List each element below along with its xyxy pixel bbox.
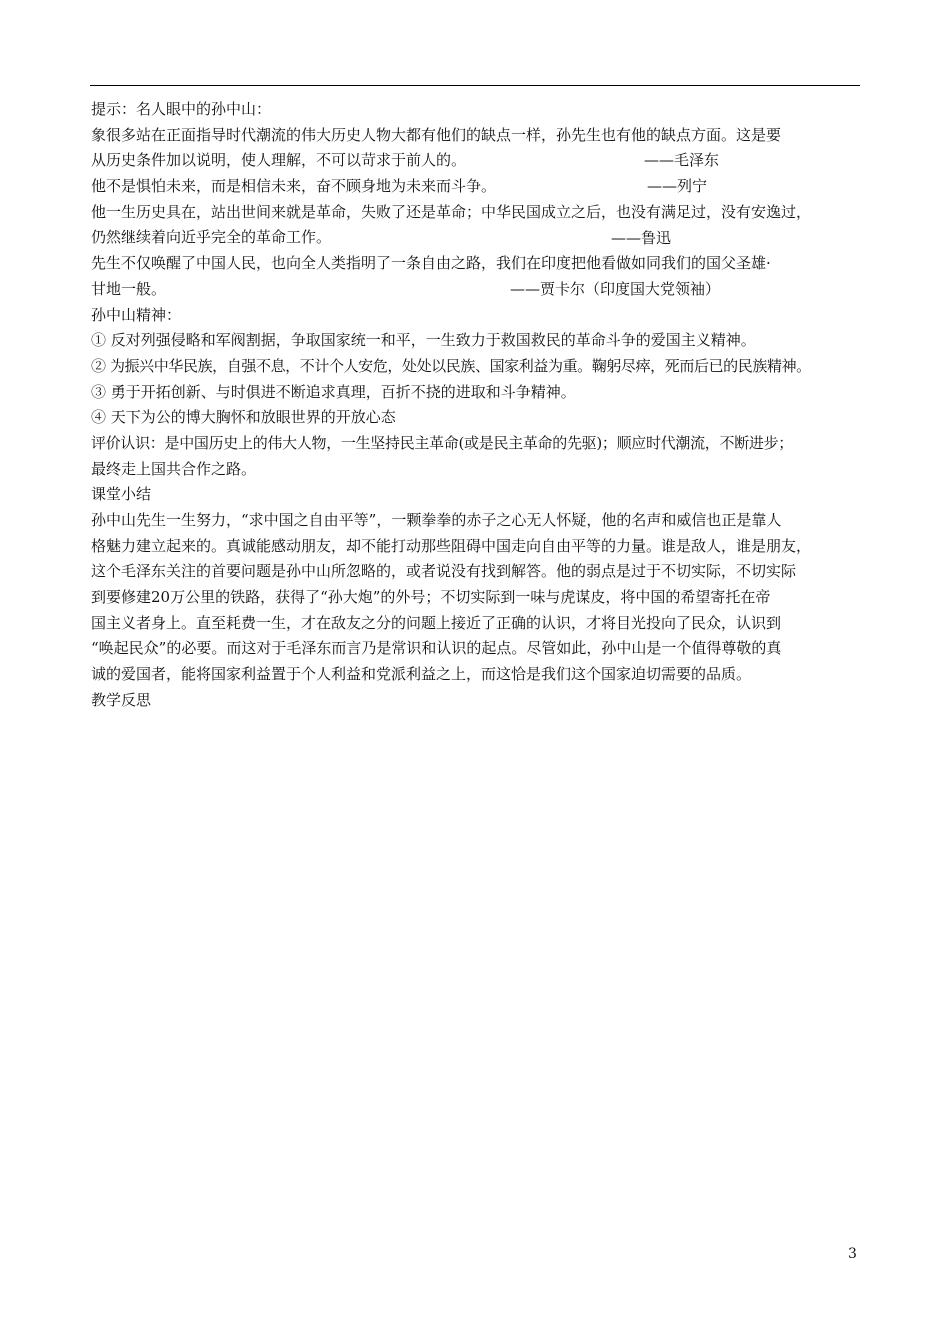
summary-paragraph-line-7: 诚的爱国者，能将国家利益置于个人利益和党派利益之上，而这恰是我们这个国家迫切需要的品质。 bbox=[91, 665, 752, 684]
quote-mao-line-1: 象很多站在正面指导时代潮流的伟大历史人物大都有他们的缺点一样，孙先生也有他的缺点方面。这是要 bbox=[91, 125, 782, 144]
summary-paragraph-line-5: 国主义者身上。直至耗费一生，才在敌友之分的问题上接近了正确的认识，才将目光投向了民众，认识到 bbox=[91, 613, 782, 632]
evaluation-line-2: 最终走上国共合作之路。 bbox=[91, 459, 257, 478]
reflection-heading: 教学反思 bbox=[91, 690, 152, 709]
quote-nehru-line-2: 甘地一般。 bbox=[91, 279, 167, 298]
spirit-item-4: ④ 天下为公的博大胸怀和放眼世界的开放心态 bbox=[91, 408, 396, 427]
attribution-nehru: ——贾卡尔（印度国大党领袖） bbox=[510, 279, 721, 298]
attribution-luxun: ——鲁迅 bbox=[611, 228, 672, 247]
summary-paragraph-line-2: 格魅力建立起来的。真诚能感动朋友，却不能打动那些阻碍中国走向自由平等的力量。谁是敌人，谁是朋友， bbox=[91, 536, 812, 555]
hint-heading: 提示：名人眼中的孙中山： bbox=[91, 100, 272, 118]
summary-paragraph-line-4: 到要修建20万公里的铁路，获得了“孙大炮”的外号；不切实际到一味与虎谋皮，将中国的希望寄托在帝 bbox=[91, 588, 771, 607]
quote-lenin: 他不是惧怕未来，而是相信未来，奋不顾身地为未来而斗争。 bbox=[91, 177, 497, 196]
attribution-mao: ——毛泽东 bbox=[644, 151, 720, 170]
quote-luxun-line-1: 他一生历史具在，站出世间来就是革命，失败了还是革命；中华民国成立之后，也没有满足过，没有安逸过， bbox=[91, 202, 812, 221]
page-number: 3 bbox=[848, 1246, 857, 1262]
summary-heading: 课堂小结 bbox=[91, 485, 152, 504]
quote-nehru-line-1: 先生不仅唤醒了中国人民，也向全人类指明了一条自由之路，我们在印度把他看做如同我们的国父圣雄· bbox=[91, 254, 771, 273]
spirit-heading: 孙中山精神： bbox=[91, 305, 182, 324]
attribution-lenin: ——列宁 bbox=[647, 177, 708, 196]
spirit-item-2: ② 为振兴中华民族，自强不息，不计个人安危，处处以民族、国家利益为重。鞠躬尽瘁，死而后已的民族精神。 bbox=[91, 356, 811, 375]
quote-luxun-line-2: 仍然继续着向近乎完全的革命工作。 bbox=[91, 228, 332, 247]
header-rule bbox=[90, 85, 860, 86]
document-body bbox=[91, 97, 866, 714]
evaluation-line-1: 评价认识：是中国历史上的伟大人物，一生坚持民主革命(或是民主革命的先驱)；顺应时代潮流，不断进步； bbox=[91, 433, 794, 452]
quote-mao-line-2: 从历史条件加以说明，使人理解，不可以苛求于前人的。 bbox=[91, 151, 467, 170]
spirit-item-3: ③ 勇于开拓创新、与时俱进不断追求真理，百折不挠的进取和斗争精神。 bbox=[91, 382, 576, 401]
spirit-item-1: ① 反对列强侵略和军阀割据，争取国家统一和平，一生致力于救国救民的革命斗争的爱国主义精神。 bbox=[91, 331, 756, 350]
summary-paragraph-line-1: 孙中山先生一生努力，“求中国之自由平等”，一颗拳拳的赤子之心无人怀疑，他的名声和威信也正是靠人 bbox=[91, 511, 782, 529]
summary-paragraph-line-3: 这个毛泽东关注的首要问题是孙中山所忽略的，或者说没有找到解答。他的弱点是过于不切实际，不切实际 bbox=[91, 562, 797, 581]
summary-paragraph-line-6: “唤起民众”的必要。而这对于毛泽东而言乃是常识和认识的起点。尽管如此，孙中山是一个值得尊敬的真 bbox=[91, 639, 782, 658]
